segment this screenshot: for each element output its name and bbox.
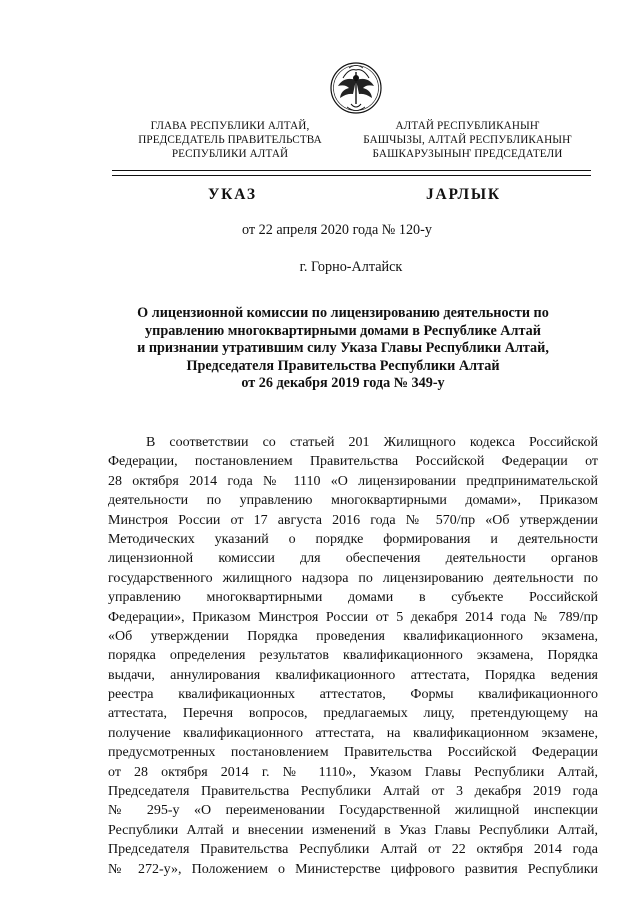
body-paragraph <box>108 433 598 879</box>
header-right-line: АЛТАЙ РЕСПУБЛИКАНЫҤ <box>395 120 540 132</box>
header-left-line: РЕСПУБЛИКИ АЛТАЙ <box>171 148 289 160</box>
title-line: управлению многоквартирными домами в Республике Алтай <box>145 322 541 339</box>
header-left-block <box>100 119 360 161</box>
header-right-line: БАШЧЫЗЫ, АЛТАЙ РЕСПУБЛИКАНЫҤ <box>363 134 572 146</box>
decree-label-ru: УКАЗ <box>208 186 257 203</box>
header-left-line: ПРЕДСЕДАТЕЛЬ ПРАВИТЕЛЬСТВА <box>138 134 322 146</box>
title-line: О лицензионной комиссии по лицензированию деятельности по <box>137 305 549 321</box>
body-line: Методических указаний о порядке формирования и деятельности <box>108 531 598 547</box>
body-line: лицензионной комиссии для обеспечения деятельности органов <box>108 551 598 567</box>
body-line: от 28 октября 2014 г. № 1110», Указом Главы Республики Алтай, <box>108 764 598 780</box>
body-line: Федерации», Приказом Минстроя России от 5 декабря 2014 года № 789/пр <box>108 609 598 625</box>
body-line: Минстроя России от 17 августа 2016 года № 570/пр «Об утверждении <box>108 512 598 528</box>
body-line: 28 октября 2014 года № 1110 «О лицензировании предпринимательской <box>108 473 598 489</box>
coat-of-arms-emblem-icon <box>329 58 383 120</box>
body-line: выдачи, аннулирования квалификационного аттестата, Порядка ведения <box>108 667 598 683</box>
body-line: управлению многоквартирными домами в субъекте Российской <box>108 590 598 606</box>
body-line: предусмотренных постановлением Правительства Российской Федерации <box>108 745 598 761</box>
decree-date-number: от 22 апреля 2020 года № 120-у <box>242 222 432 238</box>
header-right-block <box>350 119 585 161</box>
body-line: № 272-у», Положением о Министерстве цифрового развития Республики <box>108 861 598 877</box>
body-line: Республики Алтай и внесении изменений в Указ Главы Республики Алтай, <box>108 822 598 838</box>
header-divider-thick <box>112 170 591 171</box>
document-title <box>118 305 568 393</box>
title-line: и признании утратившим силу Указа Главы Республики Алтай, <box>137 340 549 357</box>
body-line: № 295-у «О переименовании Государственной жилищной инспекции <box>108 803 598 819</box>
body-line: деятельности по управлению многоквартирными домами», Приказом <box>108 493 598 509</box>
body-line: порядка определения результатов квалификационного экзамена, Порядка <box>108 648 598 664</box>
header-right-line: БАШКАРУЗЫНЫҤ ПРЕДСЕДАТЕЛИ <box>372 148 563 160</box>
decree-city: г. Горно-Алтайск <box>299 259 403 275</box>
title-line: Председателя Правительства Республики Алтай <box>186 357 500 374</box>
decree-label-alt: JАРЛЫК <box>426 186 501 203</box>
body-line: аттестата, Перечня вопросов, предлагаемых лицу, претендующему на <box>108 706 598 722</box>
header-divider-thin <box>112 175 591 176</box>
title-line: от 26 декабря 2019 года № 349-у <box>241 375 445 392</box>
body-line: государственного жилищного надзора по лицензированию деятельности по <box>108 570 598 586</box>
body-line: реестра квалификационных аттестатов, Формы квалификационного <box>108 687 598 703</box>
body-line: Федерации, постановлением Правительства Российской Федерации от <box>108 454 598 470</box>
body-line: В соответствии со статьей 201 Жилищного кодекса Российской <box>146 435 598 450</box>
body-line: Председателя Правительства Республики Алтай от 22 октября 2014 года <box>108 842 598 858</box>
header-left-line: ГЛАВА РЕСПУБЛИКИ АЛТАЙ, <box>150 120 310 132</box>
body-line: получение квалификационного аттестата, на квалификационном экзамене, <box>108 725 598 741</box>
body-line: «Об утверждении Порядка проведения квалификационного экзамена, <box>108 628 598 644</box>
body-line: Председателя Правительства Республики Алтай от 3 декабря 2019 года <box>108 784 598 800</box>
